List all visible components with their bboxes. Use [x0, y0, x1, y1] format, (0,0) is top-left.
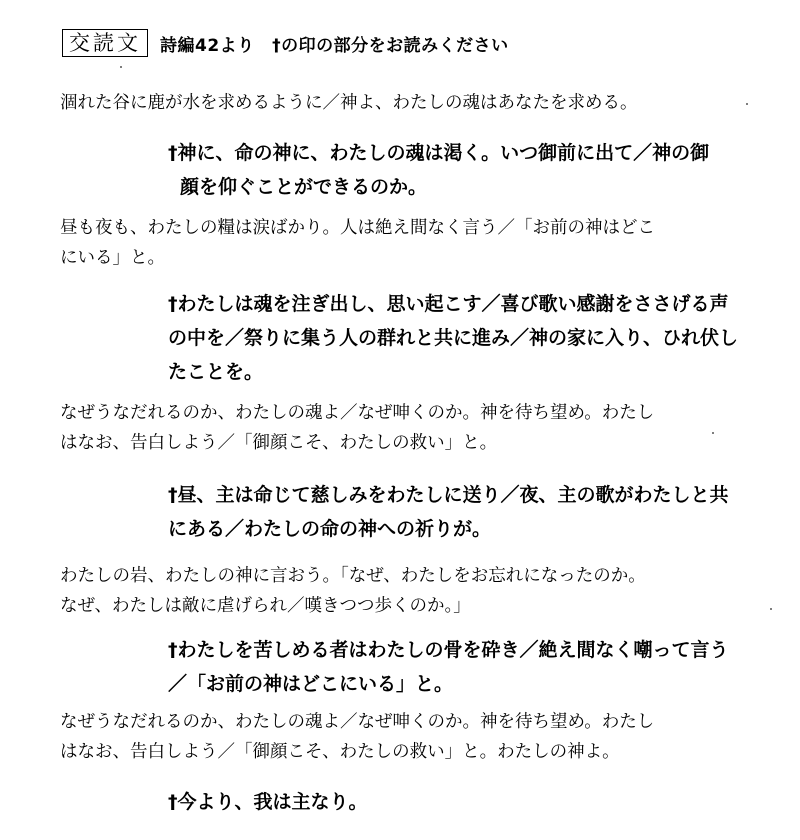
- leader-passage-5: [168, 785, 368, 819]
- leader-passage-2: [168, 287, 738, 389]
- header: [62, 28, 509, 58]
- header-instruction: 詩編42より †の印の部分をお読みください: [160, 35, 509, 56]
- people-passage-5: [60, 707, 654, 767]
- passage-line: 顔を仰ぐことができるのか。: [180, 176, 428, 198]
- passage-line: はなお、告白しよう／「御顔こそ、わたしの救い」と。わたしの神よ。: [60, 742, 620, 762]
- passage-line: †今より、我は主なり。: [168, 791, 368, 813]
- people-passage-1: [60, 88, 638, 118]
- passage-line: †わたしは魂を注ぎ出し、思い起こす／喜び歌い感謝をささげる声: [168, 293, 729, 315]
- leader-passage-3: [168, 478, 729, 546]
- scan-speck: [746, 103, 748, 105]
- leader-passage-4: [168, 633, 729, 701]
- passage-line: にある／わたしの命の神への祈りが。: [168, 518, 492, 540]
- passage-line: 昼も夜も、わたしの糧は涙ばかり。人は絶え間なく言う／「お前の神はどこ: [60, 218, 655, 238]
- scan-speck: [120, 66, 122, 68]
- passage-line: はなお、告白しよう／「御顔こそ、わたしの救い」と。: [60, 433, 498, 453]
- passage-line: にいる」と。: [60, 248, 165, 268]
- people-passage-3: [60, 398, 654, 458]
- passage-line: たことを。: [168, 361, 264, 383]
- passage-line: ／「お前の神はどこにいる」と。: [168, 673, 454, 695]
- passage-line: †神に、命の神に、わたしの魂は渇く。いつ御前に出て／神の御: [168, 142, 710, 164]
- passage-line: なぜうなだれるのか、わたしの魂よ／なぜ呻くのか。神を待ち望め。わたし: [60, 403, 655, 423]
- passage-line: †昼、主は命じて慈しみをわたしに送り／夜、主の歌がわたしと共: [168, 484, 729, 506]
- reading-label-box: 交読文: [62, 29, 148, 57]
- leader-passage-1: [168, 136, 709, 204]
- people-passage-2: [60, 213, 655, 273]
- scan-speck: [712, 432, 714, 434]
- passage-line: †わたしを苦しめる者はわたしの骨を砕き／絶え間なく嘲って言う: [168, 639, 729, 661]
- passage-line: 涸れた谷に鹿が水を求めるように／神よ、わたしの魂はあなたを求める。: [60, 93, 638, 113]
- passage-line: わたしの岩、わたしの神に言おう。「なぜ、わたしをお忘れになったのか。: [60, 566, 646, 586]
- passage-line: の中を／祭りに集う人の群れと共に進み／神の家に入り、ひれ伏し: [168, 327, 739, 349]
- people-passage-4: [60, 561, 646, 621]
- passage-line: なぜうなだれるのか、わたしの魂よ／なぜ呻くのか。神を待ち望め。わたし: [60, 712, 655, 732]
- scan-speck: [770, 608, 772, 610]
- passage-line: なぜ、わたしは敵に虐げられ／嘆きつつ歩くのか。」: [60, 596, 471, 616]
